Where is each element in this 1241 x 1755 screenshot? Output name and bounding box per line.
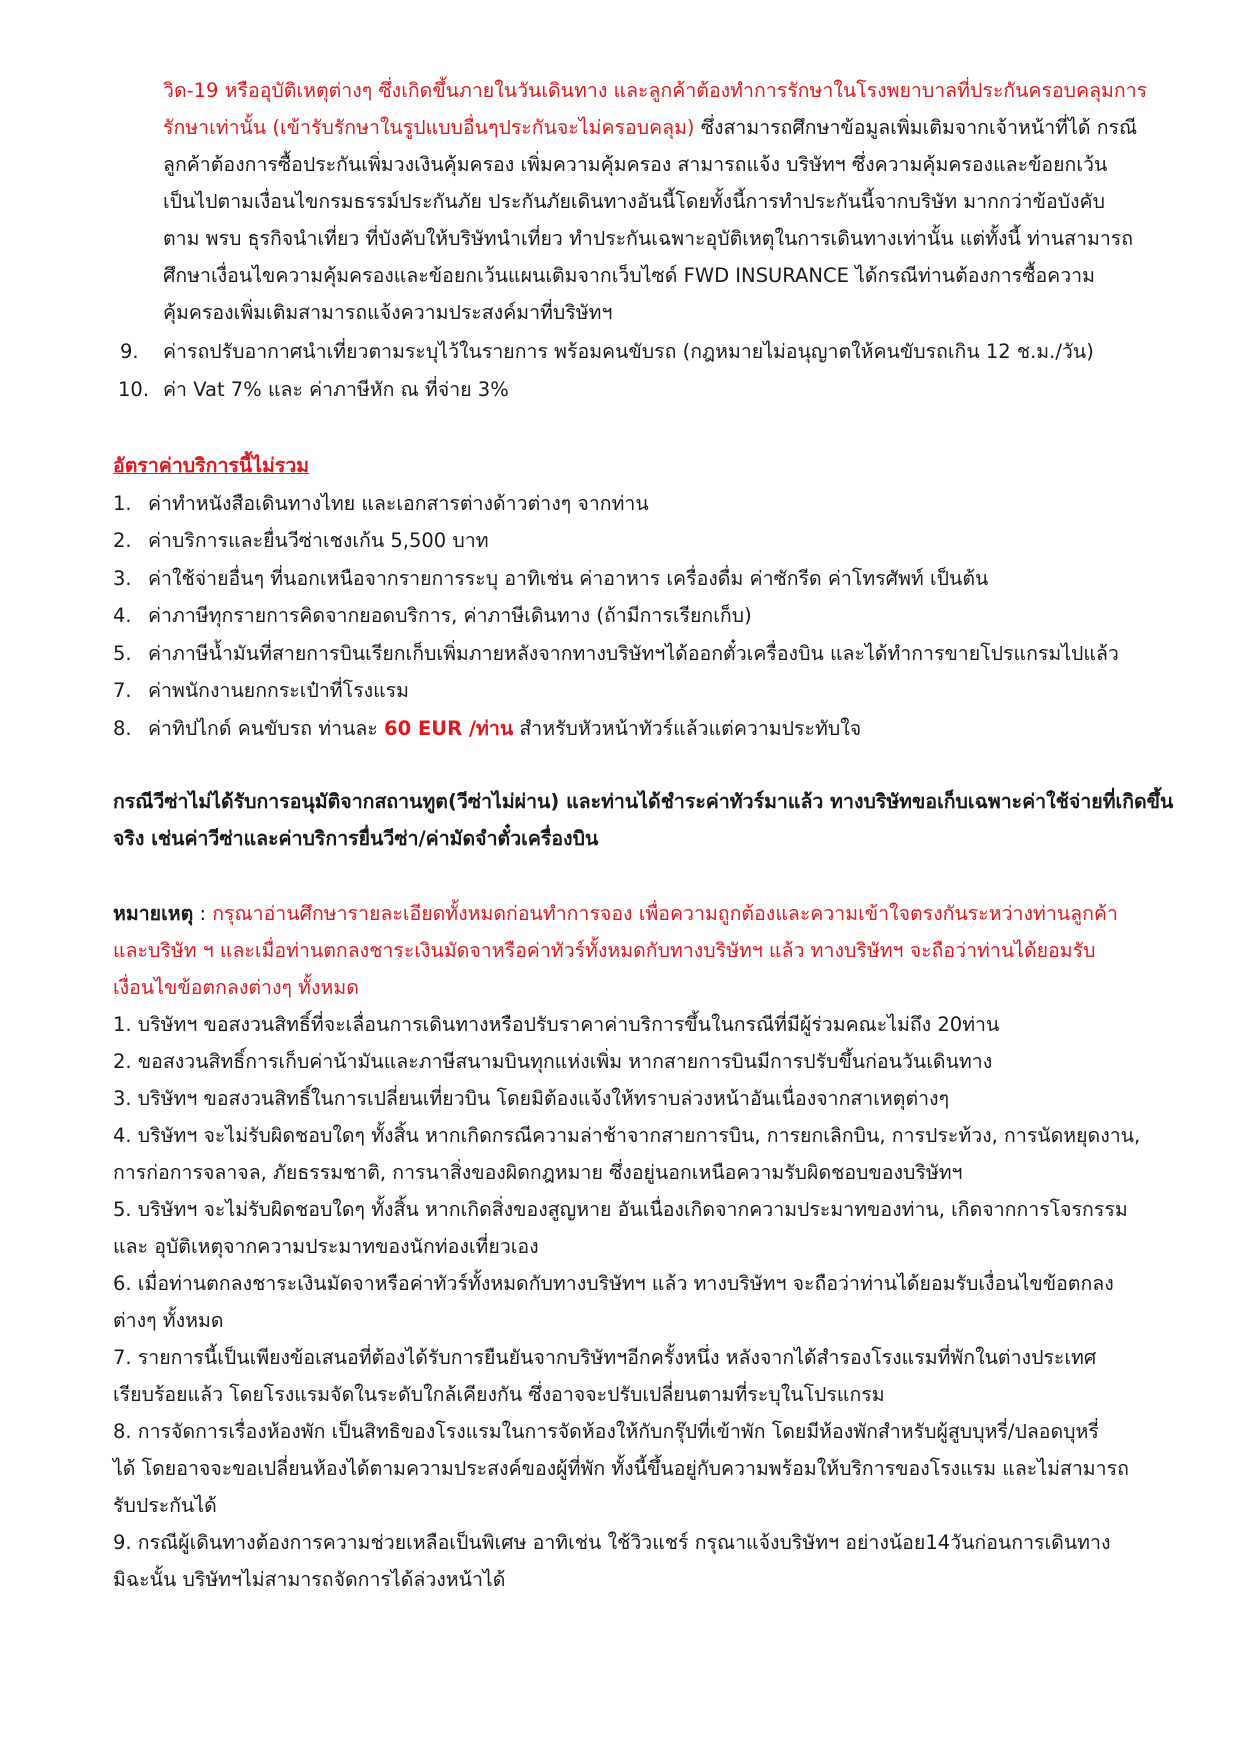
remark-item-4: 4. บริษัทฯ จะไม่รับผิดชอบใดๆ ทั้งสิ้น หากเกิดกรณีความล่าช้าจากสายการบิน, การยกเลิกบิน, การประท้วง, การนัดหยุดงาน, [113, 1124, 1141, 1147]
remark-item-9-cont: มิฉะนั้น บริษัทฯไม่สามารถจัดการได้ล่วงหน้าได้ [113, 1568, 506, 1591]
remark-item-9: 9. กรณีผู้เดินทางต้องการความช่วยเหลือเป็นพิเศษ อาทิเช่น ใช้วิวแชร์ กรุณาแจ้งบริษัทฯ อย่างน้อย14วันก่อนการเดินทาง [113, 1531, 1111, 1554]
excluded-item-8-text [148, 710, 861, 747]
tip-text-before: ค่าทิปไกด์ คนขับรถ ท่านละ [148, 717, 385, 740]
remark-red-line-2: และบริษัท ฯ และเมื่อท่านตกลงชาระเงินมัดจาหรือค่าทัวร์ทั้งหมดกับทางบริษัทฯ แล้ว ทางบริษัทฯ จะถือว่าท่านได้ยอมรับ [113, 939, 1096, 962]
remark-item-2: 2. ขอสงวนสิทธิ์การเก็บค่าน้ามันและภาษีสนามบินทุกแห่งเพิ่ม หากสายการบินมีการปรับขึ้นก่อนวันเดินทาง [113, 1050, 993, 1073]
tip-text-after: สำหรับหัวหน้าทัวร์แล้วแต่ความประทับใจ [513, 717, 862, 740]
excluded-item-7-text: ค่าพนักงานยกกระเป๋าที่โรงแรม [148, 679, 409, 702]
excluded-item-3-text: ค่าใช้จ่ายอื่นๆ ที่นอกเหนือจากรายการระบุ อาทิเช่น ค่าอาหาร เครื่องดื่ม ค่าซักรีด ค่าโทรศัพท์ เป็นต้น [148, 567, 989, 590]
remark-item-8-cont-2: รับประกันได้ [113, 1494, 217, 1517]
included-item-9-text: ค่ารถปรับอากาศนำเที่ยวตามระบุไว้ในรายการ พร้อมคนขับรถ (กฎหมายไม่อนุญาตให้คนขับรถเกิน 12 ช.ม./วัน) [163, 340, 1094, 363]
excluded-item-5-text: ค่าภาษีน้ำมันที่สายการบินเรียกเก็บเพิ่มภายหลังจากทางบริษัทฯได้ออกตั๋วเครื่องบิน และได้ทำการขายโปรแกรมไปแล้ว [148, 642, 1119, 665]
remark-colon: : [193, 902, 213, 925]
excluded-item-4-text: ค่าภาษีทุกรายการคิดจากยอดบริการ, ค่าภาษีเดินทาง (ถ้ามีการเรียกเก็บ) [148, 604, 752, 627]
insurance-line-5: ตาม พรบ ธุรกิจนำเที่ยว ที่บังคับให้บริษัทนำเที่ยว ทำประกันเฉพาะอุบัติเหตุในการเดินทางเท่านั้น แต่ทั้งนี้ ท่านสามารถ [163, 227, 1134, 250]
remark-item-3: 3. บริษัทฯ ขอสงวนสิทธิ์ในการเปลี่ยนเที่ยวบิน โดยมิต้องแจ้งให้ทราบล่วงหน้าอันเนื่องจากสาเหตุต่างๆ [113, 1087, 950, 1110]
insurance-line-1: วิด-19 หรืออุบัติเหตุต่างๆ ซึ่งเกิดขึ้นภายในวันเดินทาง และลูกค้าต้องทำการรักษาในโรงพยาบาลที่ประกันครอบคลุมการ [163, 79, 1148, 102]
excluded-item-2-text: ค่าบริการและยื่นวีซ่าเชงเก้น 5,500 บาท [148, 529, 489, 552]
remark-line-1 [113, 895, 1118, 932]
remark-item-5: 5. บริษัทฯ จะไม่รับผิดชอบใดๆ ทั้งสิ้น หากเกิดสิ่งของสูญหาย อันเนื่องเกิดจากความประมาทของท่าน, เกิดจากการโจรกรรม [113, 1198, 1128, 1221]
remark-item-1: 1. บริษัทฯ ขอสงวนสิทธิ์ที่จะเลื่อนการเดินทางหรือปรับราคาค่าบริการขึ้นในกรณีที่มีผู้ร่วมคณะไม่ถึง 20ท่าน [113, 1013, 1000, 1036]
remark-item-5-cont: และ อุบัติเหตุจากความประมาทของนักท่องเที่ยวเอง [113, 1235, 539, 1258]
remark-item-8-cont: ได้ โดยอาจจะขอเปลี่ยนห้องได้ตามความประสงค์ของผู้ที่พัก ทั้งนี้ขึ้นอยู่กับความพร้อมให้บริการของโรงแรม และไม่สามารถ [113, 1457, 1129, 1480]
remark-red-line-3: เงื่อนไขข้อตกลงต่างๆ ทั้งหมด [113, 976, 359, 999]
tip-amount: 60 EUR /ท่าน [384, 717, 514, 740]
excluded-item-3-number: 3. [113, 567, 132, 590]
remark-label: หมายเหตุ [113, 902, 194, 925]
remark-item-4-cont: การก่อการจลาจล, ภัยธรรมชาติ, การนาสิ่งของผิดกฎหมาย ซึ่งอยู่นอกเหนือความรับผิดชอบของบริษัทฯ [113, 1161, 963, 1184]
included-item-9-number: 9. [120, 340, 139, 363]
remark-item-6-cont: ต่างๆ ทั้งหมด [113, 1309, 224, 1332]
excluded-item-7-number: 7. [113, 679, 132, 702]
remark-red-line-1: กรุณาอ่านศึกษารายละเอียดทั้งหมดก่อนทำการจอง เพื่อความถูกต้องและความเข้าใจตรงกันระหว่างท่านลูกค้า [212, 902, 1118, 925]
insurance-line-2-tail: ซึ่งสามารถศึกษาข้อมูลเพิ่มเติมจากเจ้าหน้าที่ได้ กรณี [694, 116, 1138, 139]
visa-notice-line-1: กรณีวีซ่าไม่ได้รับการอนุมัติจากสถานทูต(วีซ่าไม่ผ่าน) และท่านได้ชำระค่าทัวร์มาแล้ว ทางบริษัทขอเก็บเฉพาะค่าใช้จ่ายที่เกิดขึ้น [113, 790, 1174, 813]
excluded-item-2-number: 2. [113, 529, 132, 552]
remark-item-7-cont: เรียบร้อยแล้ว โดยโรงแรมจัดในระดับใกล้เคียงกัน ซึ่งอาจจะปรับเปลี่ยนตามที่ระบุในโปรแกรม [113, 1383, 885, 1406]
remark-item-6: 6. เมื่อท่านตกลงชาระเงินมัดจาหรือค่าทัวร์ทั้งหมดกับทางบริษัทฯ แล้ว ทางบริษัทฯ จะถือว่าท่านได้ยอมรับเงื่อนไขข้อตกลง [113, 1272, 1114, 1295]
excluded-item-4-number: 4. [113, 604, 132, 627]
excluded-heading: อัตราค่าบริการนี้ไม่รวม [113, 454, 310, 477]
insurance-line-4: เป็นไปตามเงื่อนไขกรมธรรม์ประกันภัย ประกันภัยเดินทางอันนี้โดยทั้งนี้การทำประกันนี้จากบริษัท มากกว่าข้อบังคับ [163, 190, 1105, 213]
excluded-item-8-number: 8. [113, 717, 132, 740]
insurance-line-3: ลูกค้าต้องการซื้อประกันเพิ่มวงเงินคุ้มครอง เพิ่มความคุ้มครอง สามารถแจ้ง บริษัทฯ ซึ่งความคุ้มครองและข้อยกเว้น [163, 153, 1108, 176]
visa-notice-line-2: จริง เช่นค่าวีซ่าและค่าบริการยื่นวีซ่า/ค่ามัดจำตั๋วเครื่องบิน [113, 827, 599, 850]
insurance-line-6: ศึกษาเงื่อนไขความคุ้มครองและข้อยกเว้นแผนเติมจากเว็บไซด์ FWD INSURANCE ได้กรณีท่านต้องการซื้อความ [163, 264, 1095, 287]
included-item-10-number: 10. [118, 378, 150, 401]
excluded-item-1-text: ค่าทำหนังสือเดินทางไทย และเอกสารต่างด้าวต่างๆ จากท่าน [148, 492, 649, 515]
excluded-item-1-number: 1. [113, 492, 132, 515]
excluded-item-5-number: 5. [113, 642, 132, 665]
included-item-10-text: ค่า Vat 7% และ ค่าภาษีหัก ณ ที่จ่าย 3% [163, 378, 509, 401]
remark-item-7: 7. รายการนี้เป็นเพียงข้อเสนอที่ต้องได้รับการยืนยันจากบริษัทฯอีกครั้งหนึ่ง หลังจากได้สำรองโรงแรมที่พักในต่างประเทศ [113, 1346, 1097, 1369]
insurance-line-7: คุ้มครองเพิ่มเติมสามารถแจ้งความประสงค์มาที่บริษัทฯ [163, 301, 613, 324]
insurance-line-2-red: รักษาเท่านั้น (เข้ารับรักษาในรูปแบบอื่นๆประกันจะไม่ครอบคลุม) [163, 116, 695, 139]
insurance-line-2 [163, 109, 1137, 146]
remark-item-8: 8. การจัดการเรื่องห้องพัก เป็นสิทธิของโรงแรมในการจัดห้องให้กับกรุ๊ปที่เข้าพัก โดยมีห้องพักสำหรับผู้สูบบุหรี่/ปลอดบุหรี่ [113, 1420, 1099, 1443]
